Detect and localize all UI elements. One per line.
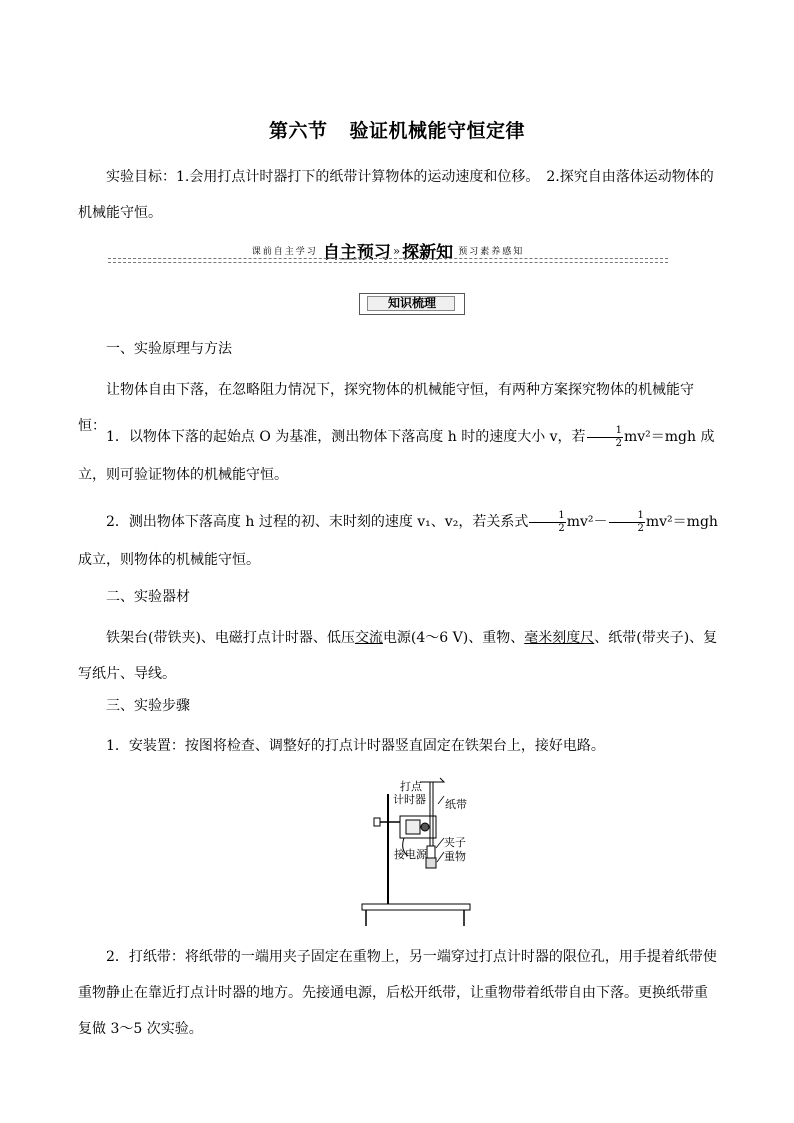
fig-label-3: 纸带 (445, 798, 467, 811)
banner-rule (108, 258, 668, 263)
fig-label-4: 夹子 (444, 836, 466, 849)
fraction: $\frac{1}{2}$ (587, 425, 623, 450)
banner-right: 预习素养感知 (458, 247, 525, 257)
method-2: 2．测出物体下落高度 h 过程的初、末时刻的速度 v₁、v₂，若关系式 $\frac{1}{2}$ mv²－ $\frac{1}{2}$ mv²＝mgh 成立，则物体的机械能守恒。 (78, 509, 718, 568)
section-title: 验证机械能守恒定律 (349, 120, 526, 142)
objective: 实验目标：1.会用打点计时器打下的纸带计算物体的运动速度和位移。 2.探究自由落体运动物体的机械能守恒。 (78, 169, 714, 221)
s1-intro: 让物体自由下落，在忽略阻力情况下，探究物体的机械能守恒，有两种方案探究物体的机械能守恒： (78, 382, 694, 434)
banner-left: 课前自主学习 (251, 247, 318, 257)
apparatus-diagram (360, 776, 480, 926)
fig-label-1: 打点 (400, 780, 422, 793)
banner-main2: 探新知 (402, 243, 454, 263)
fraction: $\frac{1}{2}$ (609, 510, 645, 535)
section-number: 第六节 (268, 120, 328, 142)
s2-text: 铁架台(带铁夹)、电磁打点计时器、低压交流电源(4～6 V)、重物、毫米刻度尺、纸带(带夹子)、复写纸片、导线。 (78, 630, 718, 682)
fig-label-5: 接电源 (394, 848, 427, 861)
step-1: 1．安装置：按图将检查、调整好的打点计时器竖直固定在铁架台上，接好电路。 (106, 738, 605, 754)
knowledge-box-label: 知识梳理 (387, 296, 436, 310)
double-chevron-icon: » (392, 243, 401, 258)
fig-label-2: 计时器 (393, 793, 426, 806)
step-2: 2．打纸带：将纸带的一端用夹子固定在重物上，另一端穿过打点计时器的限位孔，用手提着纸带使重物静止在靠近打点计时器的地方。先接通电源，后松开纸带，让重物带着纸带自由下落。更换纸带重复做 3～5 次实验。 (78, 949, 717, 1037)
fraction: $\frac{1}{2}$ (529, 510, 565, 535)
banner-main1: 自主预习 (322, 243, 391, 263)
s1-heading: 一、实验原理与方法 (106, 341, 232, 357)
section-banner (108, 238, 668, 262)
method-1: 1．以物体下落的起始点 O 为基准，测出物体下落高度 h 时的速度大小 v，若 $\frac{1}{2}$ mv²＝mgh 成立，则可验证物体的机械能守恒。 (78, 424, 715, 483)
s3-heading: 三、实验步骤 (106, 698, 190, 714)
apparatus-figure (360, 776, 480, 926)
page-title (0, 116, 794, 143)
knowledge-box (359, 293, 465, 315)
fig-label-6: 重物 (444, 850, 466, 863)
s2-heading: 二、实验器材 (106, 589, 190, 605)
